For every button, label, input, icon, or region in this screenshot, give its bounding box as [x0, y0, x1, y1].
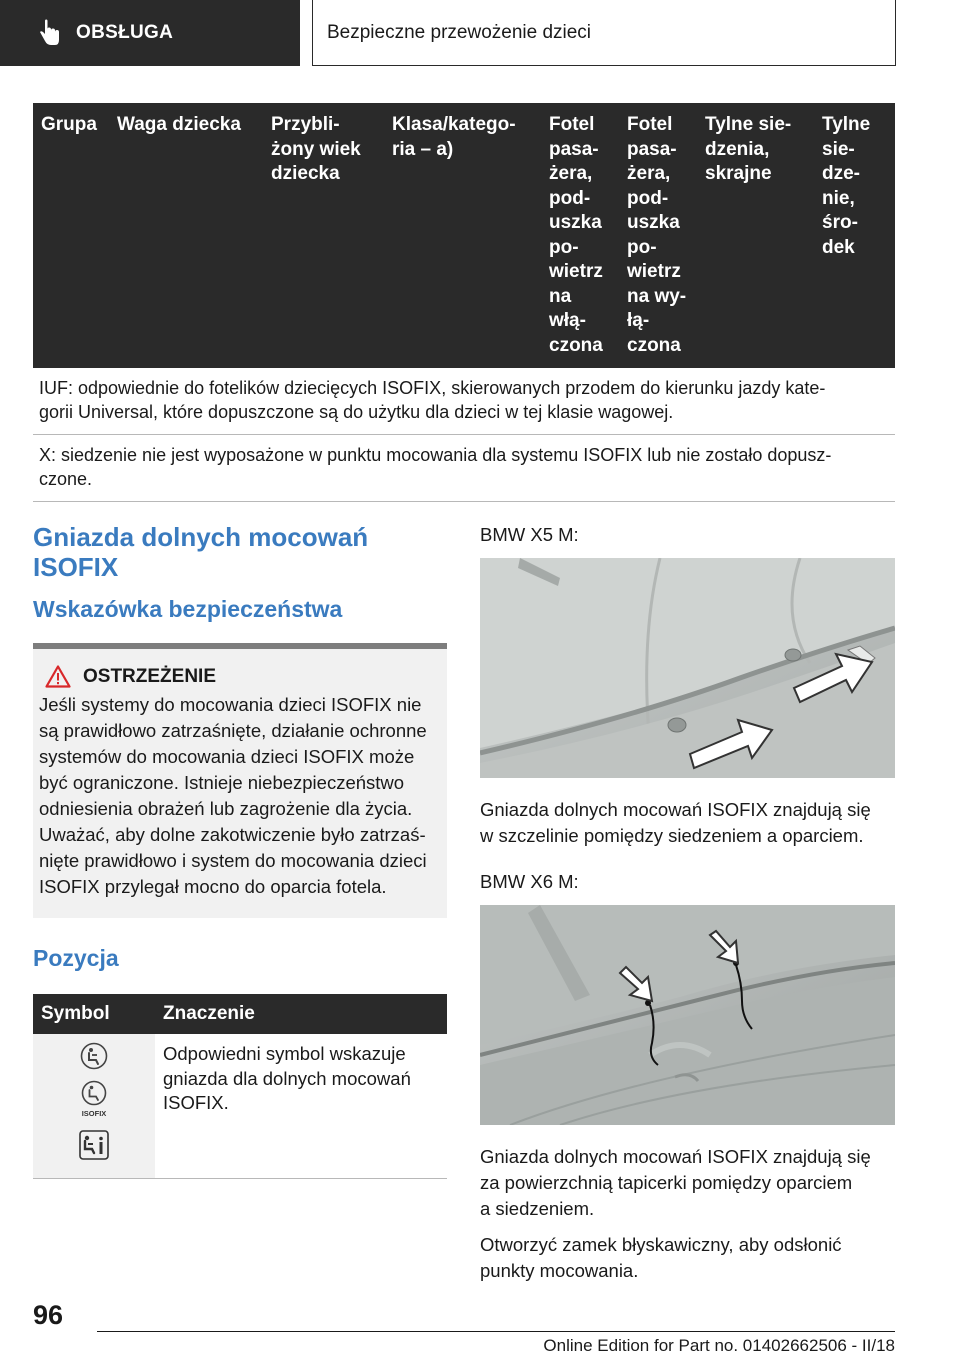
warning-header — [39, 665, 437, 688]
warning-box — [33, 643, 447, 918]
group-table — [33, 103, 895, 502]
table-header-row — [33, 103, 895, 368]
position-heading: Pozycja — [33, 945, 119, 971]
x6-caption: Gniazda dolnych mocowań ISOFIX znajdują się za powierzchnią tapicerki pomiędzy oparciem a siedzeniem. — [480, 1146, 871, 1219]
footer-divider — [97, 1331, 895, 1332]
pointing-hand-icon — [38, 19, 62, 47]
section-heading: Gniazda dolnych mocowań ISOFIX — [33, 522, 369, 582]
table-header-cell: Przybli- żony wiek dziecka — [263, 103, 384, 368]
chapter-title: Bezpieczne przewożenie dzieci — [327, 21, 592, 43]
table-note: X: siedzenie nie jest wyposażone w punktu mocowania dla systemu ISOFIX lub nie zostało dopusz- czone. — [33, 435, 895, 502]
table-row — [33, 368, 895, 435]
chapter-title-box — [312, 0, 896, 66]
table-header-cell: Fotel pasa- żera, pod- uszka po- wietrz na wy- łą- czona — [619, 103, 697, 368]
isofix-labeled-icon — [79, 1080, 109, 1120]
table-header-cell: Klasa/katego- ria – a) — [384, 103, 541, 368]
meaning-cell: Odpowiedni symbol wskazuje gniazda dla dolnych mocowań ISOFIX. — [155, 1034, 447, 1179]
symbol-table — [33, 994, 447, 1179]
left-column — [33, 522, 447, 1179]
table-header-row — [33, 994, 447, 1034]
safety-subheading: Wskazówka bezpieczeństwa — [33, 596, 343, 622]
table-header-cell: Waga dziecka — [109, 103, 263, 368]
section-label: OBSŁUGA — [76, 22, 174, 43]
warning-triangle-icon — [45, 665, 71, 688]
table-header-cell: Fotel pasa- żera, pod- uszka po- wietrz na włą- czona — [541, 103, 619, 368]
table-header-cell: Grupa — [33, 103, 109, 368]
x6-label: BMW X6 M: — [480, 871, 579, 892]
table-row — [33, 1034, 447, 1179]
table-header-cell: Symbol — [33, 994, 155, 1034]
x6-instruction: Otworzyć zamek błyskawiczny, aby odsłonić punkty mocowania. — [480, 1234, 842, 1281]
symbol-cell — [33, 1034, 155, 1179]
right-column — [480, 522, 895, 1284]
page-header — [0, 0, 960, 66]
section-tab — [0, 0, 300, 66]
table-header-cell: Tylne sie- dzenia, skrajne — [697, 103, 814, 368]
x5-isofix-photo — [480, 558, 895, 778]
page-number: 96 — [33, 1300, 64, 1330]
table-header-cell: Znaczenie — [155, 994, 447, 1034]
isofix-icon-label: ISOFIX — [81, 1109, 107, 1118]
x6-isofix-photo — [480, 905, 895, 1125]
table-header-cell: Tylne sie- dze- nie, śro- dek — [814, 103, 895, 368]
warning-title: OSTRZEŻENIE — [83, 665, 217, 687]
edition-text: Online Edition for Part no. 01402662506 - II/18 — [543, 1336, 895, 1355]
isofix-info-seat-icon — [79, 1130, 109, 1160]
warning-text: Jeśli systemy do mocowania dzieci ISOFIX nie są prawidłowo zatrzaśnięte, działanie ochronne systemów do mocowania dzieci ISOFIX może być ograniczone. Istnieje niebezpieczeństwo odniesienia obrażeń lub zagrożenie dla życia. Uważać, aby dolne zakotwiczenie było zatrzaś- nięte prawidłowo i system do mocowania dzieci ISOFIX przylegał mocno do oparcia fotela. — [39, 694, 427, 897]
isofix-seat-icon — [80, 1042, 108, 1070]
table-note: IUF: odpowiednie do fotelików dziecięcych ISOFIX, skierowanych przodem do kierunku jazdy kate- gorii Universal, które dopuszczone są do użytku dla dzieci w tej klasie wagowej. — [33, 368, 895, 435]
table-row — [33, 435, 895, 502]
x5-label: BMW X5 M: — [480, 524, 579, 545]
x5-caption: Gniazda dolnych mocowań ISOFIX znajdują się w szczelinie pomiędzy siedzeniem a oparciem. — [480, 799, 871, 846]
